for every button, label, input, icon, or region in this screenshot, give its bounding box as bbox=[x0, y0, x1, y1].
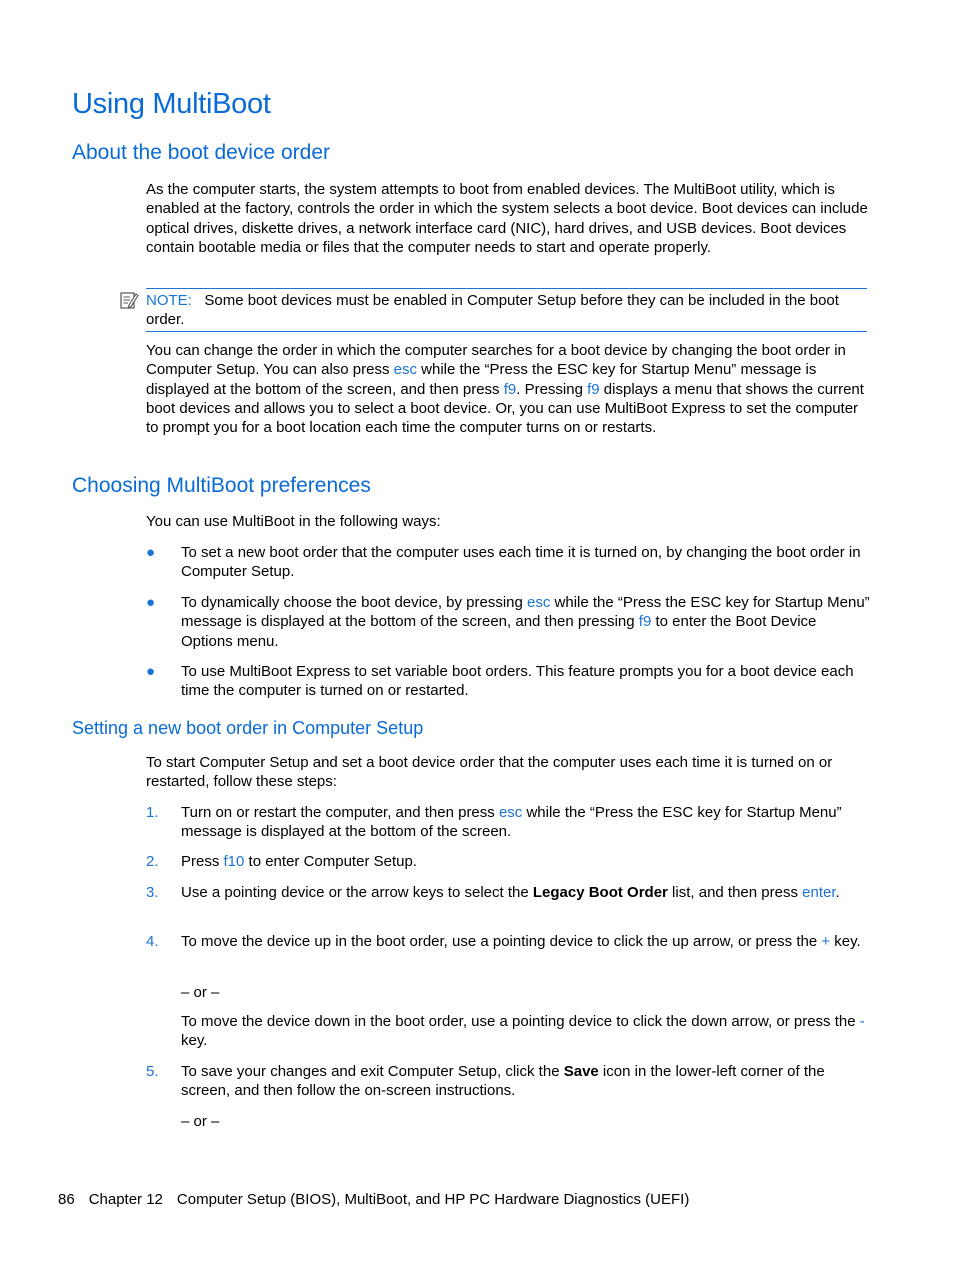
text-run: to enter the Boot Device Options menu. bbox=[181, 613, 817, 650]
ui-term-legacy-boot-order: Legacy Boot Order bbox=[532, 884, 668, 901]
chapter-label: Chapter 12 bbox=[88, 1191, 163, 1208]
step-number: 4. bbox=[146, 933, 159, 950]
text-run: displays a menu that shows the current boot devices and allows you to select a boot device. Or, you can use MultiBoot Express to set the computer to prompt you for a boot location each time the computer turns on or restarts. bbox=[146, 380, 864, 437]
key-minus: - bbox=[859, 1013, 865, 1030]
step-item bbox=[181, 803, 871, 842]
step-number: 5. bbox=[146, 1063, 159, 1080]
text-run: while the “Press the ESC key for Startup Menu” message is displayed at the bottom of the screen, and then pressing bbox=[181, 594, 870, 631]
subsection-heading-new-boot-order: Setting a new boot order in Computer Setup bbox=[72, 718, 424, 738]
step-item bbox=[181, 932, 871, 951]
key-esc: esc bbox=[393, 361, 417, 379]
note-body: Some boot devices must be enabled in Computer Setup before they can be included in the boot order. bbox=[146, 292, 839, 329]
text-run: Press bbox=[181, 853, 224, 870]
text-run: To move the device up in the boot order, use a pointing device to click the up arrow, or press the bbox=[181, 933, 822, 950]
text-run: To dynamically choose the boot device, by pressing bbox=[181, 594, 528, 611]
note-text bbox=[146, 291, 868, 330]
page-title: Using MultiBoot bbox=[72, 88, 271, 120]
key-f10: f10 bbox=[223, 853, 245, 870]
note-top-rule bbox=[146, 288, 867, 289]
text-run: list, and then press bbox=[667, 884, 803, 901]
step-item bbox=[181, 883, 871, 902]
text-run: To save your changes and exit Computer Setup, click the bbox=[181, 1063, 564, 1080]
text-run: Use a pointing device or the arrow keys to select the bbox=[181, 884, 533, 901]
boot-order-paragraph: As the computer starts, the system attempts to boot from enabled devices. The MultiBoot utility, which is enabled at the factory, controls the order in which the system selects a boot device. Boot devices can include optical drives, diskette drives, a network interface card (NIC), hard drives, and USB devices. Boot devices contain bootable media or files that the computer needs to start and operate properly. bbox=[146, 181, 868, 256]
note-label: NOTE: bbox=[146, 292, 192, 309]
step-item bbox=[181, 852, 871, 871]
preferences-intro: You can use MultiBoot in the following ways: bbox=[146, 513, 441, 530]
key-esc: esc bbox=[498, 804, 523, 821]
note-icon bbox=[119, 290, 139, 310]
step-number: 1. bbox=[146, 804, 159, 821]
key-enter: enter bbox=[802, 884, 836, 901]
key-f9: f9 bbox=[587, 380, 600, 398]
step-alternative bbox=[181, 1012, 871, 1051]
text-run: You can change the order in which the computer searches for a boot device by changing the boot order in Computer Setup. You can also press bbox=[146, 342, 846, 379]
section-heading-preferences: Choosing MultiBoot preferences bbox=[72, 474, 371, 497]
text-run: icon in the lower-left corner of the screen, and then follow the on-screen instructions. bbox=[181, 1063, 825, 1100]
text-run: To move the device down in the boot order, use a pointing device to click the down arrow, or press the bbox=[181, 1013, 860, 1030]
list-item: To set a new boot order that the computer uses each time it is turned on, by changing the boot order in Computer Setup. bbox=[181, 544, 861, 581]
or-separator: – or – bbox=[181, 1113, 220, 1130]
text-run: while the “Press the ESC key for Startup Menu” message is displayed at the bottom of the screen. bbox=[181, 804, 842, 841]
step-item bbox=[181, 1062, 871, 1101]
bullet-icon: ● bbox=[146, 663, 156, 680]
step-number: 3. bbox=[146, 884, 159, 901]
page-footer bbox=[58, 1191, 703, 1208]
key-f9: f9 bbox=[503, 380, 517, 398]
text-run: . bbox=[835, 884, 840, 901]
list-item: To use MultiBoot Express to set variable boot orders. This feature prompts you for a boot device each time the computer is turned on or restarted. bbox=[181, 663, 854, 700]
or-separator: – or – bbox=[181, 984, 220, 1001]
key-f9: f9 bbox=[638, 613, 652, 631]
text-run: Turn on or restart the computer, and then press bbox=[181, 804, 499, 821]
text-run: to enter Computer Setup. bbox=[244, 853, 417, 870]
section-heading-boot-order: About the boot device order bbox=[72, 141, 331, 164]
note-bottom-rule bbox=[146, 331, 867, 332]
text-run: while the “Press the ESC key for Startup Menu” message is displayed at the bottom of the screen, and then press bbox=[146, 361, 817, 398]
list-item bbox=[181, 593, 871, 651]
text-run: key. bbox=[181, 1032, 208, 1050]
text-run: . Pressing bbox=[516, 380, 588, 398]
chapter-title: Computer Setup (BIOS), MultiBoot, and HP PC Hardware Diagnostics (UEFI) bbox=[176, 1191, 690, 1208]
ui-term-save: Save bbox=[563, 1063, 599, 1080]
step-number: 2. bbox=[146, 853, 159, 870]
key-esc: esc bbox=[527, 594, 551, 611]
new-order-intro: To start Computer Setup and set a boot device order that the computer uses each time it is turned on or restarted, follow these steps: bbox=[146, 754, 833, 791]
page-number: 86 bbox=[58, 1191, 75, 1208]
text-run: key. bbox=[830, 933, 861, 950]
key-plus: + bbox=[821, 933, 831, 950]
bullet-icon: ● bbox=[146, 544, 156, 561]
change-order-paragraph bbox=[146, 341, 868, 437]
bullet-icon: ● bbox=[146, 594, 156, 611]
